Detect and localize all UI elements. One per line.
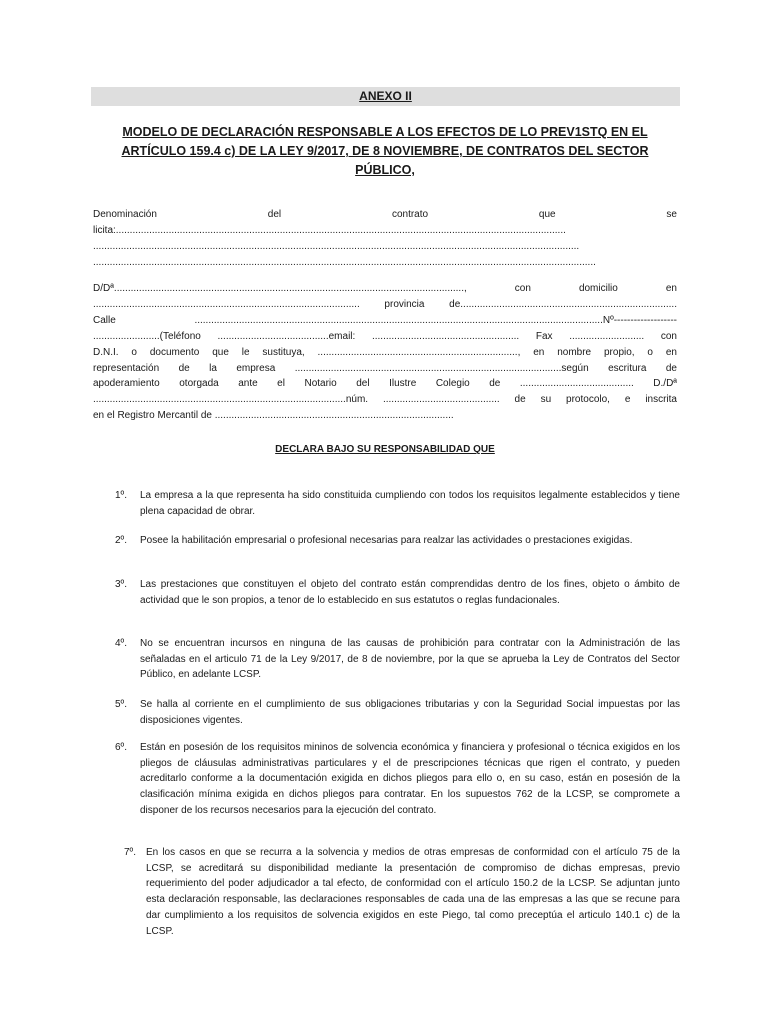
item-number: 2º.	[115, 535, 127, 546]
item-text: La empresa a la que representa ha sido constituida cumpliendo con todos los requisitos legalmente establecidos y tiene plena capacidad de obrar.	[140, 490, 680, 517]
declaration-item-2	[115, 533, 680, 549]
item-text: No se encuentran incursos en ninguna de las causas de prohibición para contratar con la Administración de las señaladas en el articulo 71 de la Ley 9/2017, de 8 de noviembre, por la que se aprueba la Ley de Contratos del Sector Público, en adelante LCSP.	[140, 638, 680, 681]
declarant-details-block	[93, 281, 677, 424]
declaration-heading: DECLARA BAJO SU RESPONSABILIDAD QUE	[275, 444, 495, 455]
form-line: .....................................................................................................................................................................................	[93, 256, 596, 268]
item-number: 5º.	[115, 699, 127, 710]
form-line: ................................................................................................ provincia de..............................................................................	[93, 298, 677, 310]
form-line: D.N.I. o documento que le sustituya, ........................................................................, en nombre propio, o en	[93, 346, 677, 358]
declaration-item-4	[115, 636, 680, 683]
declaration-item-1	[115, 488, 680, 519]
item-number: 3º.	[115, 579, 127, 590]
item-number: 4º.	[115, 638, 127, 649]
form-line: ........................(Teléfono ........................................email: ..................................................... Fax ........................... con	[93, 330, 677, 342]
item-text: Las prestaciones que constituyen el objeto del contrato están comprendidas dentro de los fines, objeto o ámbito de actividad que le son propios, a tenor de lo establecido en sus estatutos o reglas fundacionales.	[140, 579, 680, 606]
form-line: Denominación del contrato que se	[93, 209, 677, 220]
form-line: apoderamiento otorgada ante el Notario del Ilustre Colegio de ......................................... D./Dª	[93, 378, 677, 390]
item-text: Posee la habilitación empresarial o profesional necesarias para realzar las actividades o prestaciones exigidas.	[140, 535, 633, 546]
item-number: 6º.	[115, 742, 127, 753]
declaration-item-7	[124, 845, 680, 939]
declaration-item-5	[115, 697, 680, 728]
declaration-item-6	[115, 740, 680, 819]
declaration-item-3	[115, 577, 680, 608]
item-number: 7º.	[124, 847, 136, 858]
item-text: Están en posesión de los requisitos mininos de solvencia económica y financiera y profesional o técnica exigidos en los pliegos de cláusulas administrativas particulares y el de prescripciones técnicas que rigen el contrato, y pueden acreditarlo conforme a la documentación exigida en dichos pliegos para ello o, en su caso, están en posesión de la clasificación mínima exigida en dichos pliegos para contratar. En los supuestos 762 de la LCSP, se compromete a disponer de los recursos necesarios para la ejecución del contrato.	[140, 742, 680, 816]
form-line: ...........................................................................................núm. .......................................... de su protocolo, e inscrita	[93, 394, 677, 406]
form-line: ...............................................................................................................................................................................	[93, 240, 580, 252]
contract-denomination-block	[93, 207, 677, 271]
form-line: licita:..................................................................................................................................................................	[93, 224, 566, 236]
item-text: Se halla al corriente en el cumplimiento de sus obligaciones tributarias y con la Seguridad Social impuestas por las disposiciones vigentes.	[140, 699, 680, 726]
item-text: En los casos en que se recurra a la solvencia y medios de otras empresas de conformidad con el artículo 75 de la LCSP, se acreditará su disponibilidad mediante la presentación de compromiso de dichas empresas, previo requerimiento del poder adjudicador a tal efecto, de conformidad con el artículo 150.2 de la LCSP. Se adjuntan junto esta declaración responsable, las declaraciones responsables de cada una de las empresas a las que se recune para dar cumplimiento a los requisitos de solvencia exigidos en este Piego, tal como preceptúa el articulo 140.1 c) de la LCSP.	[146, 847, 680, 937]
form-line: representación de la empresa ................................................................................................según escritura de	[93, 362, 677, 374]
form-line: D/Dª.............................................................................................................................., con domicilio en	[93, 283, 677, 294]
form-line: en el Registro Mercantil de ......................................................................................	[93, 410, 454, 422]
item-number: 1º.	[115, 490, 127, 501]
form-line: Calle ...................................................................................................................................................Nº-------------------	[93, 314, 677, 326]
document-title: MODELO DE DECLARACIÓN RESPONSABLE A LOS EFECTOS DE LO PREV1STQ EN EL ARTÍCULO 159.4 c) DE LA LEY 9/2017, DE 8 NOVIEMBRE, DE CONTRATOS DEL SECTOR PÚBLICO,	[121, 125, 649, 177]
annex-title: ANEXO II	[359, 89, 412, 103]
